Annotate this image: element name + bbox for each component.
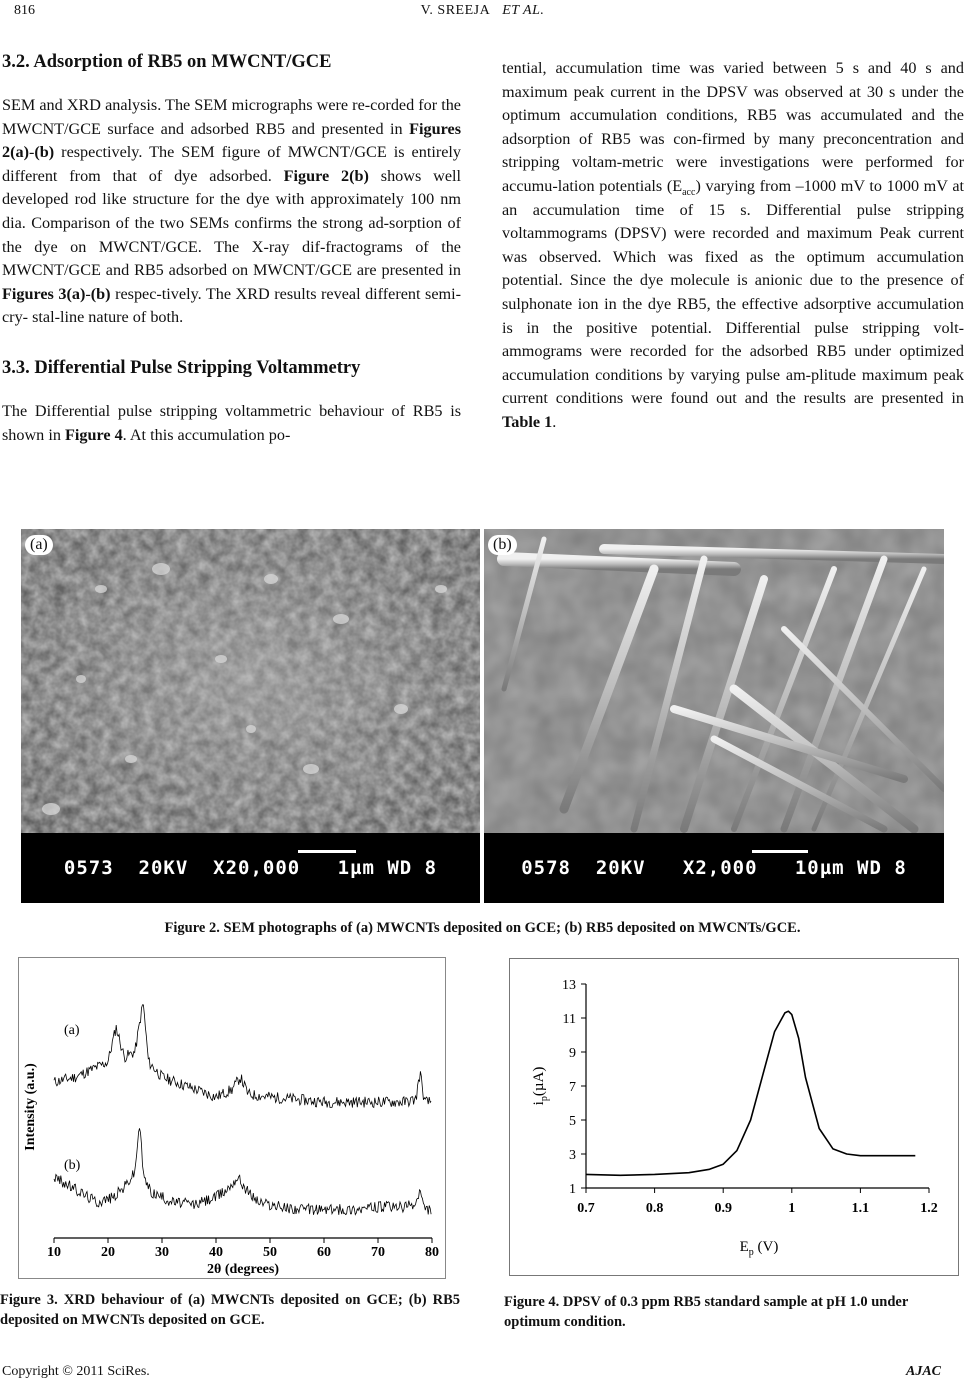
xrd-series-label-a: (a)	[64, 1023, 80, 1038]
dpsv-y-tick-label: 9	[569, 1046, 576, 1061]
running-head	[0, 3, 965, 19]
xrd-series-line-a	[54, 1005, 431, 1108]
panel-label-a: (a)	[25, 535, 53, 555]
panel-label-b: (b)	[488, 535, 517, 555]
dpsv-y-tick-label: 13	[562, 978, 576, 993]
dpsv-x-tick-label: 0.9	[714, 1201, 732, 1216]
dpsv-y-tick-label: 7	[569, 1080, 576, 1095]
dpsv-y-tick-label: 3	[569, 1148, 576, 1163]
xrd-x-tick-label: 20	[101, 1245, 115, 1260]
sem-photo-a	[21, 529, 480, 833]
dpsv-series-line	[586, 1011, 915, 1175]
sem-databar-a-scale: 1µm WD 8	[337, 857, 438, 879]
dpsv-x-tick-label: 1.2	[920, 1201, 938, 1216]
xrd-x-tick-label: 40	[209, 1245, 223, 1260]
figure-4-caption: Figure 4. DPSV of 0.3 ppm RB5 standard sample at pH 1.0 under optimum condition.	[504, 1294, 909, 1330]
scale-bar-b	[752, 850, 808, 853]
figure-3-caption: Figure 3. XRD behaviour of (a) MWCNTs deposited on GCE; (b) RB5 deposited on MWCNTs deposited on GCE.	[0, 1292, 460, 1328]
dpsv-y-tick-label: 5	[569, 1114, 576, 1129]
dpsv-x-tick-label: 1.1	[851, 1201, 870, 1216]
dpsv-x-axis-label: $E_p$ (V)	[739, 1239, 779, 1258]
sem-databar-b-scale: 10µm WD 8	[794, 857, 907, 879]
section-3-3-paragraph: The Differential pulse stripping voltammetric behaviour of RB5 is shown in Figure 4. At this accumulation po-	[2, 401, 461, 444]
xrd-x-tick-label: 60	[317, 1245, 331, 1260]
left-column	[2, 50, 461, 447]
xrd-x-axis-label: 2θ (degrees)	[207, 1262, 279, 1277]
xrd-series-label-b: (b)	[64, 1158, 81, 1173]
right-column-paragraph: tential, accumulation time was varied between 5 s and 40 s and maximum peak current in the DPSV was observed at 30 s under the optimum accumulation conditions, RB5 was accumulated and the adsorption of RB5 was con-firmed by many preconcentration and stripping voltam-metric were investigations were performed for accumu-lation potentials $(E_{acc})$ varying from –1000 mV to 1000 mV at an accumulation time of 15 s. Differential pulse stripping voltammograms (DPSV) were recorded and maximum Peak current was observed. Which was fixed as the optimum accumulation potential. Since the dye molecule is anionic due to the presence of sulphonate ion in the dye RB5, the effective adsorptive accumulation is in the positive potential. Differential pulse stripping volt-ammograms were recorded for the adsorbed RB5 under optimized accumulation conditions by varying pulse am-plitude maximum peak current conditions were found out and the results are presented in Table 1.	[502, 59, 964, 431]
dpsv-x-tick-label: 0.8	[645, 1201, 664, 1216]
dpsv-x-tick-label: 1	[788, 1201, 796, 1216]
xrd-series-line-b	[54, 1128, 431, 1215]
footer-journal: AJAC	[906, 1364, 942, 1379]
figure-3-xrd-chart	[18, 957, 446, 1279]
running-head-authors: V. SREEJA	[420, 3, 491, 18]
xrd-x-tick-label: 50	[263, 1245, 277, 1260]
sem-databar-b-settings: 0578 20KV X2,000	[521, 857, 758, 879]
figure-2-caption: Figure 2. SEM photographs of (a) MWCNTs deposited on GCE; (b) RB5 deposited on MWCNTs/GCE.	[164, 920, 801, 936]
page-number: 816	[14, 3, 35, 18]
dpsv-y-axis-label: $i_p(\mu A)$	[531, 1066, 550, 1106]
xrd-x-tick-label: 70	[371, 1245, 385, 1260]
sem-databar-a-settings: 0573 20KV X20,000	[63, 857, 301, 879]
dpsv-y-tick-label: 11	[562, 1012, 576, 1027]
figure-4-dpsv-chart	[509, 958, 959, 1276]
sem-photo-b	[484, 529, 944, 833]
sem-image-b	[484, 529, 944, 903]
dpsv-frame	[510, 959, 959, 1276]
sem-image-a	[21, 529, 480, 903]
section-3-3-heading: 3.3. Differential Pulse Stripping Voltammetry	[2, 357, 361, 378]
xrd-x-tick-label: 80	[425, 1245, 439, 1260]
section-3-2-heading: 3.2. Adsorption of RB5 on MWCNT/GCE	[2, 52, 332, 72]
section-3-2-paragraph: SEM and XRD analysis. The SEM micrographs were re-corded for the MWCNT/GCE surface and adsorbed RB5 and presented in Figures 2(a)-(b) respectively. The SEM figure of MWCNT/GCE is entirely different from that of dye adsorbed. Figure 2(b) shows well developed rod like structure for the dye with approximately 100 nm dia. Comparison of the two SEMs confirms the strong ad-sorption of the dye on MWCNT/GCE. The X-ray dif-fractograms of the MWCNT/GCE and RB5 adsorbed on MWCNT/GCE are presented in Figures 3(a)-(b) respec-tively. The XRD results reveal different semi-cry- stal-line nature of both.	[2, 96, 462, 327]
right-column	[502, 57, 964, 435]
xrd-x-tick-label: 10	[47, 1245, 61, 1260]
footer-copyright: Copyright © 2011 SciRes.	[2, 1364, 150, 1379]
figure-2-sem-panel	[21, 529, 944, 903]
dpsv-y-tick-label: 1	[569, 1182, 576, 1197]
xrd-x-tick-label: 30	[155, 1245, 169, 1260]
running-head-etal: ET AL.	[502, 3, 545, 18]
sem-databar-b	[484, 833, 944, 903]
xrd-y-axis-label: Intensity (a.u.)	[23, 1063, 38, 1151]
scale-bar-a	[298, 850, 356, 853]
xrd-frame	[19, 958, 446, 1279]
dpsv-x-tick-label: 0.7	[577, 1201, 595, 1216]
sem-databar-a	[21, 833, 480, 903]
